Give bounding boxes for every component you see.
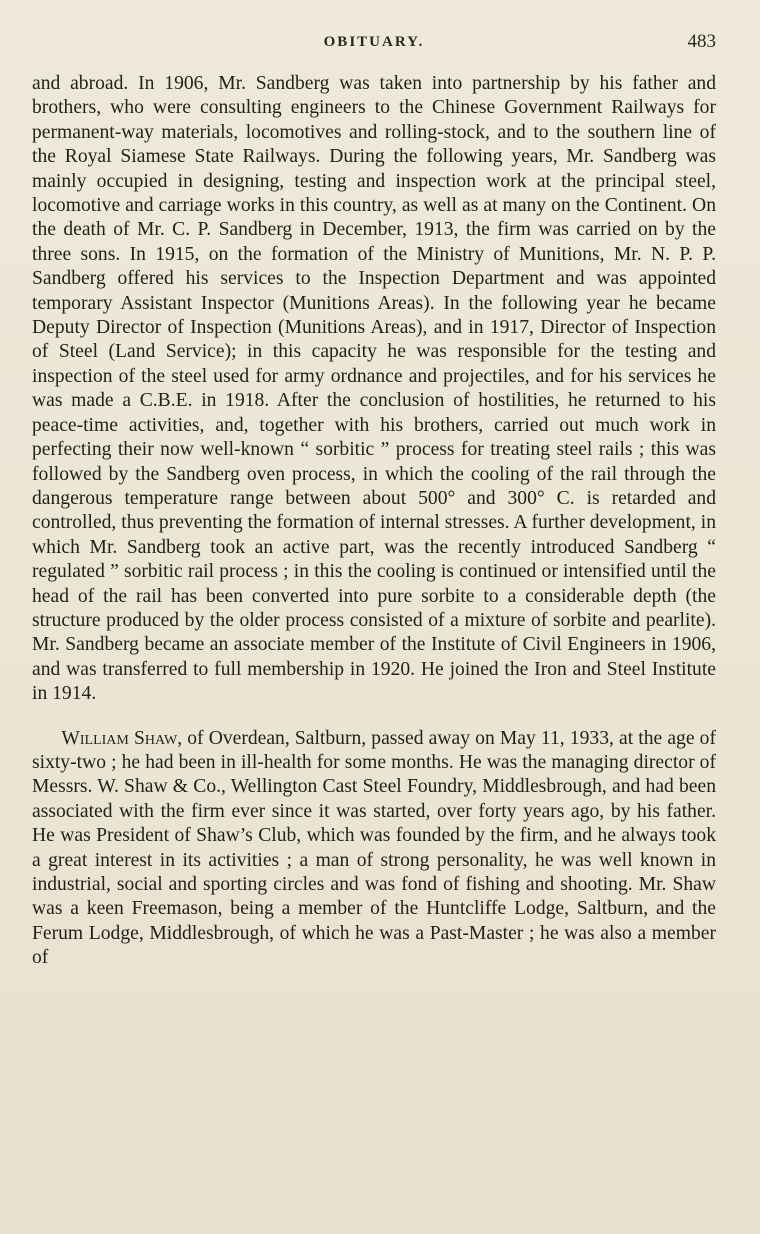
paragraph-sandberg: and abroad. In 1906, Mr. Sandberg was taken into partnership by his father and brothers, who were consulting engineers to the Chinese Government Railways for permanent-way materials, locomotives and rolling-stock, and to the southern line of the Royal Siamese State Railways. During the following years, Mr. Sandberg was mainly occupied in designing, testing and inspection work at the principal steel, locomotive and carriage works in this country, as well as at many on the Continent. On the death of Mr. C. P. Sandberg in December, 1913, the firm was carried on by the three sons. In 1915, on the formation of the Ministry of Munitions, Mr. N. P. P. Sandberg offered his services to the Inspection Department and was appointed temporary Assistant Inspector (Munitions Areas). In the following year he became Deputy Director of Inspection (Munitions Areas), and in 1917, Director of Inspection of Steel (Land Service); in this capacity he was responsible for the testing and inspection of the steel used for army ordnance and projectiles, and for his services he was made a C.B.E. in 1918. After the conclusion of hostilities, he returned to his peace-time activities, and, together with his brothers, carried out much work in perfecting their now well-known “ sorbitic ” process for treating steel rails ; this was followed by the Sandberg oven process, in which the cooling of the rail through the dangerous temperature range between about 500° and 300° C. is retarded and controlled, thus preventing the formation of internal stresses. A further development, in which Mr. Sandberg took an active part, was the recently introduced Sandberg “ regulated ” sorbitic rail process ; in this the cooling is continued or intensified until the head of the rail has been converted into pure sorbite to a considerable depth (the structure produced by the older process consisted of a mixture of sorbite and pearlite). Mr. Sandberg became an associate member of the Institute of Civil Engineers in 1906, and was transferred to full membership in 1920. He joined the Iron and Steel Institute in 1914. — [32, 73, 716, 705]
page-number: 483 — [687, 31, 716, 52]
paragraph-shaw — [32, 727, 716, 971]
paragraph-shaw-text: , of Overdean, Saltburn, passed away on May 11, 1933, at the age of sixty-two ; he had been in ill-health for some months. He was the managing director of Messrs. W. Shaw & Co., Wellington Cast Steel Foundry, Middlesbrough, and had been associated with the firm ever since it was started, over forty years ago, by his father. He was President of Shaw’s Club, which was founded by the firm, and he always took a great interest in its activities ; a man of strong personality, he was well known in industrial, social and sporting circles and was fond of fishing and shooting. Mr. Shaw was a keen Freemason, being a member of the Huntcliffe Lodge, Saltburn, and the Ferum Lodge, Middlesbrough, of which he was a Past-Master ; he was also a member of — [32, 727, 716, 969]
running-head — [32, 31, 716, 58]
running-title: OBITUARY. — [323, 34, 425, 50]
body-text — [32, 72, 716, 971]
obituary-name: William Shaw — [61, 727, 178, 749]
